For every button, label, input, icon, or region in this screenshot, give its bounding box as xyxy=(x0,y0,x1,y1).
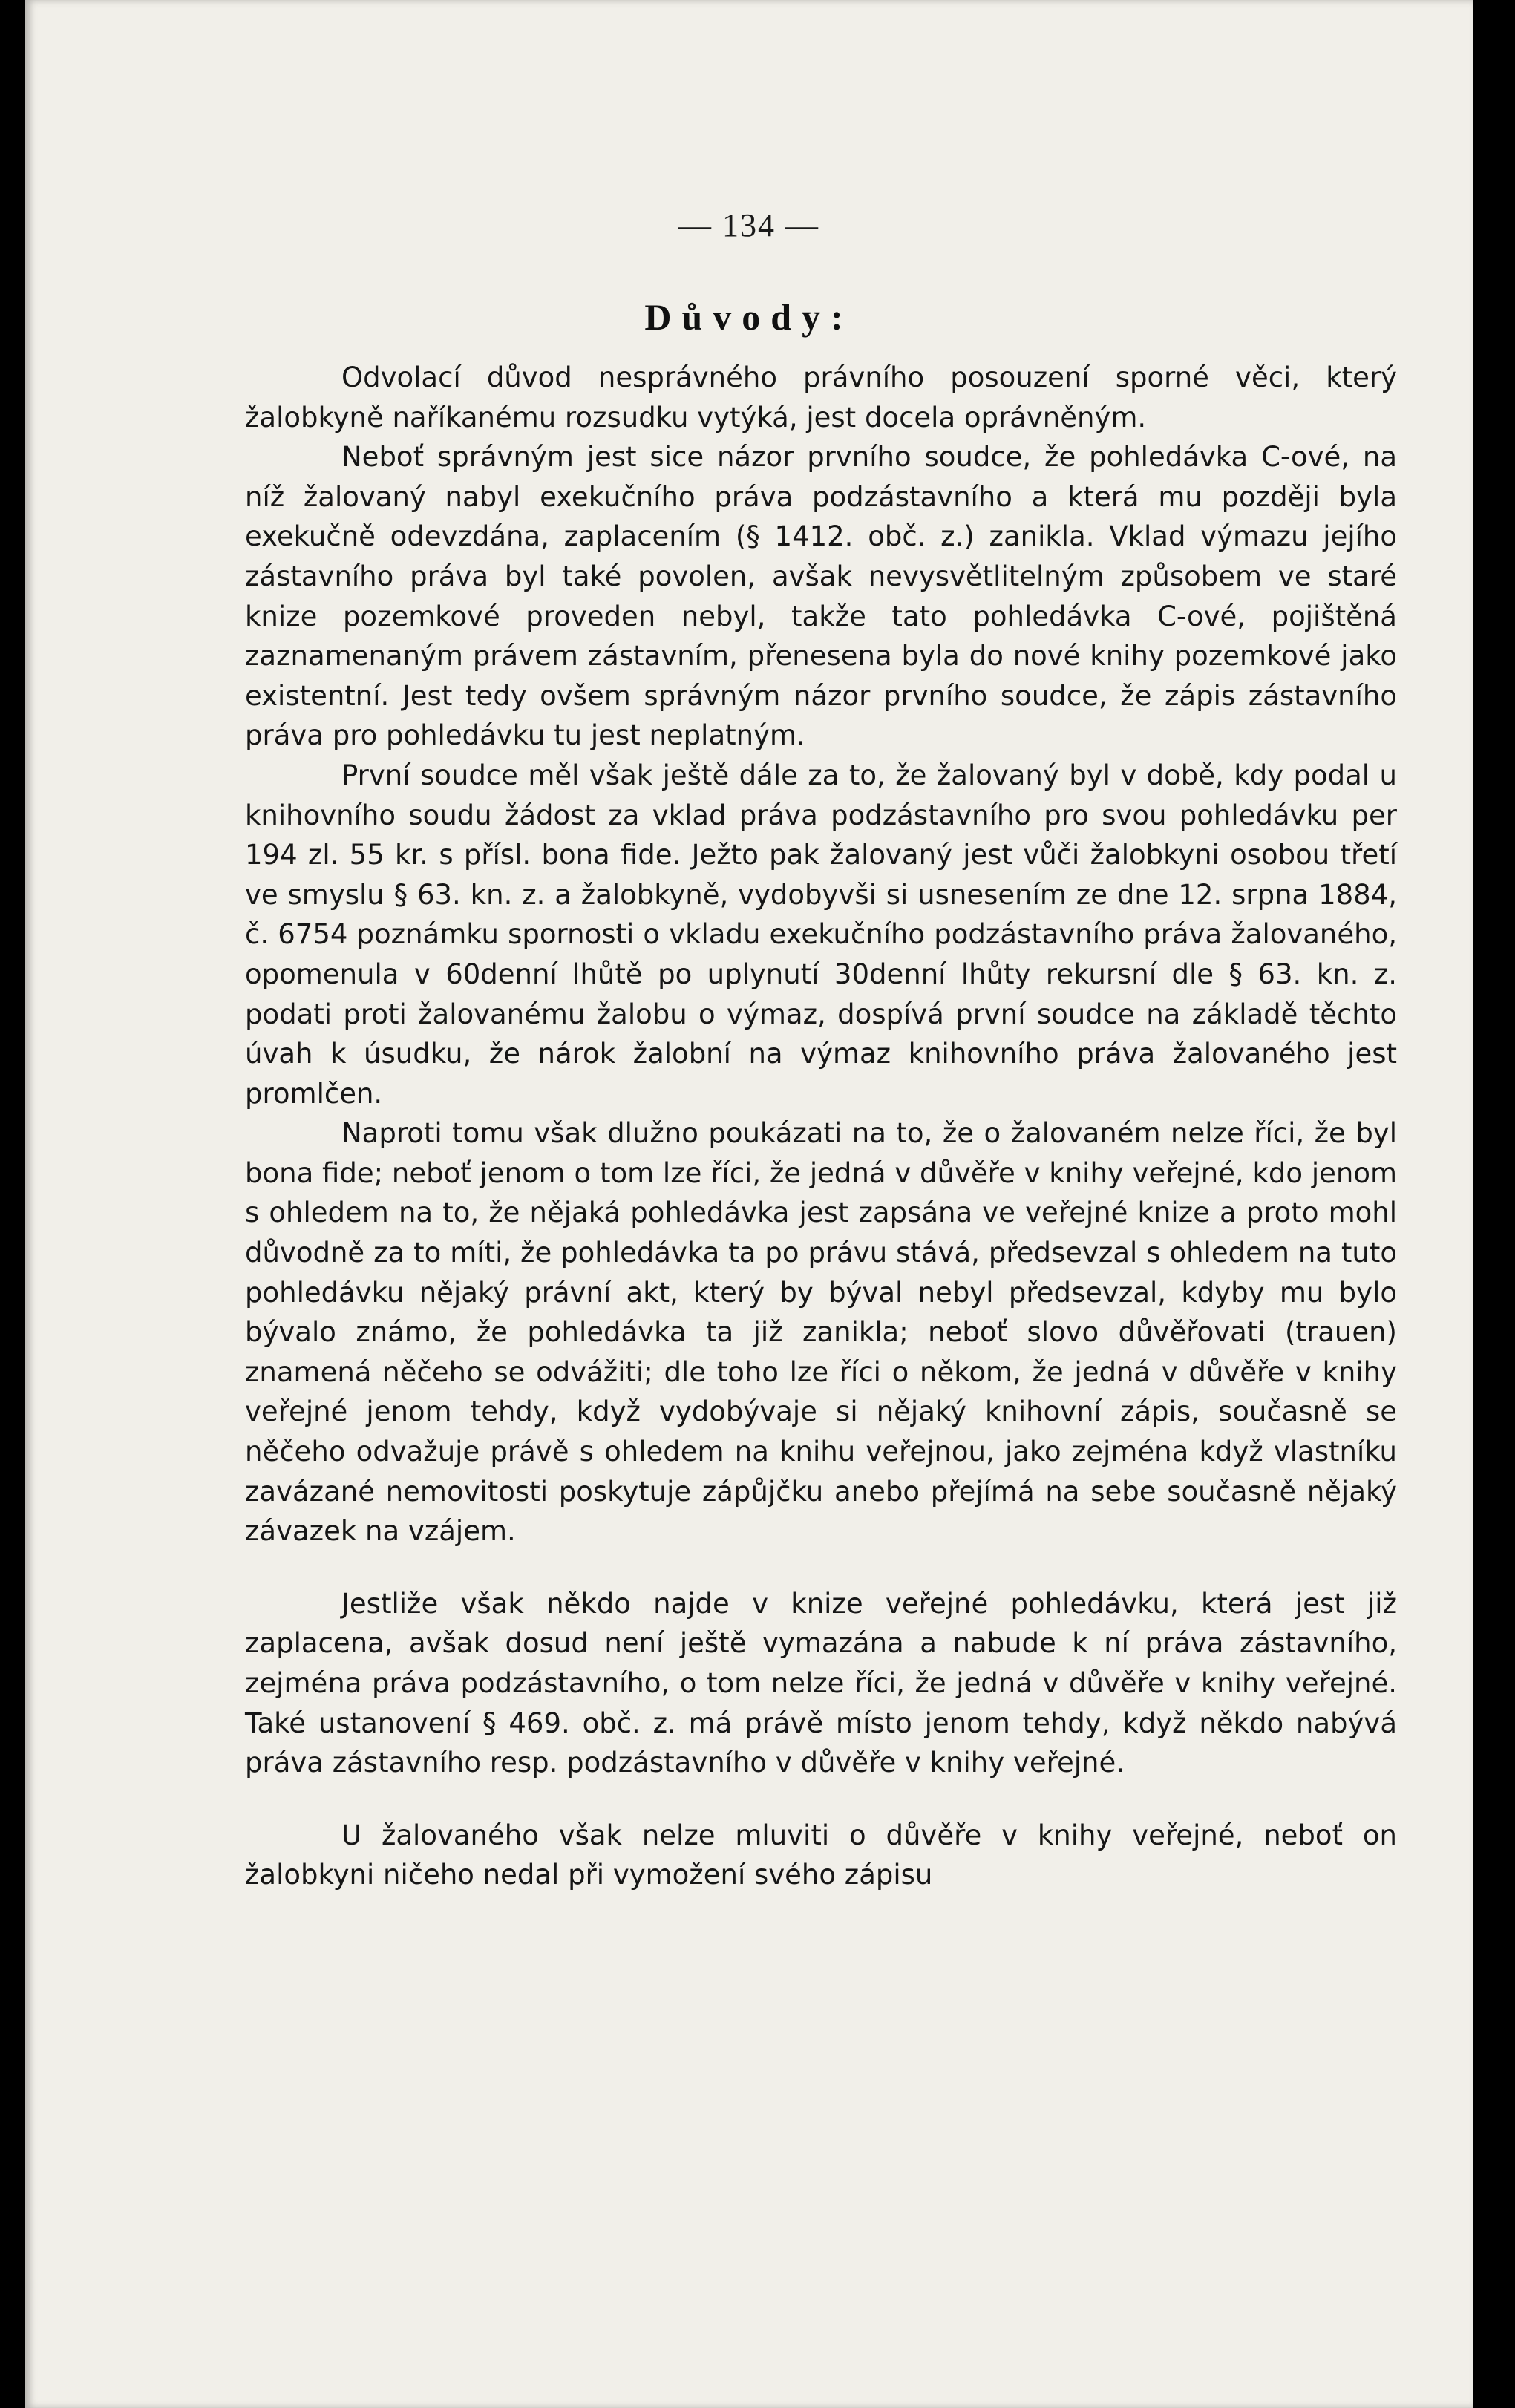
paragraph-5: Jestliže však někdo najde v knize veřejné pohledávku, která jest již zaplacena, avšak dosud není ještě vymazána a nabude k ní práva zástavního, zejména práva podzástavního, o tom nelze říci, že jedná v důvěře v knihy veřejné. Také ustanovení § 469. obč. z. má právě místo jenom tehdy, když někdo nabývá práva zástavního resp. podzástavního v důvěře v knihy veřejné. xyxy=(245,1587,1397,1779)
page-number: — 134 — xyxy=(678,207,819,243)
book-page xyxy=(25,0,1473,2408)
body-text xyxy=(245,358,1397,1895)
paragraph-4: Naproti tomu však dlužno poukázati na to, že o žalovaném nelze říci, že byl bona fide; neboť jenom o tom lze říci, že jedná v důvěře v knihy veřejné, kdo jenom s ohledem na to, že nějaká pohledávka jest zapsána ve veřejné knize a proto mohl důvodně za to míti, že pohledávka ta po právu stává, předsevzal s ohledem na tuto pohledávku nějaký právní akt, který by býval nebyl předsevzal, kdyby mu bylo bývalo známo, že pohledávka ta již zanikla; neboť slovo důvěřovati (trauen) znamená něčeho se odvážiti; dle toho lze říci o někom, že jedná v důvěře v knihy veřejné jenom tehdy, když vydobývaje si nějaký knihovní zápis, současně se něčeho odvažuje právě s ohledem na knihu veřejnou, jako zejména když vlastníku zavázané nemovitosti poskytuje zápůjčku anebo přejímá na sebe současně nějaký závazek na vzájem. xyxy=(245,1117,1397,1548)
paragraph-3: První soudce měl však ještě dále za to, že žalovaný byl v době, kdy podal u knihovního soudu žádost za vklad práva podzástavního pro svou pohledávku per 194 zl. 55 kr. s přísl. bona fide. Ježto pak žalovaný jest vůči žalobkyni osobou třetí ve smyslu § 63. kn. z. a žalobkyně, vydobyvši si usnesením ze dne 12. srpna 1884, č. 6754 poznámku spornosti o vkladu exekučního podzástavního práva žalovaného, opomenula v 60denní lhůtě po uplynutí 30denní lhůty rekursní dle § 63. kn. z. podati proti žalovanému žalobu o výmaz, dospívá první soudce na základě těchto úvah k úsudku, že nárok žalobní na výmaz knihovního práva žalovaného jest promlčen. xyxy=(245,759,1397,1110)
paragraph-2: Neboť správným jest sice názor prvního soudce, že pohledávka C-ové, na níž žalovaný nabyl exekučního práva podzástavního a která mu později byla exekučně odevzdána, zaplacením (§ 1412. obč. z.) zanikla. Vklad výmazu jejího zástavního práva byl také povolen, avšak nevysvětlitelným způsobem ve staré knize pozemkové proveden nebyl, takže tato pohledávka C-ové, pojištěná zaznamenaným právem zástavním, přenesena byla do nové knihy pozemkové jako existentní. Jest tedy ovšem správným názor prvního soudce, že zápis zástavního práva pro pohledávku tu jest neplatným. xyxy=(245,441,1397,752)
paragraph-1: Odvolací důvod nesprávného právního posouzení sporné věci, který žalobkyně naříkanému rozsudku vytýká, jest docela oprávněným. xyxy=(245,361,1397,433)
paragraph-6: U žalovaného však nelze mluviti o důvěře v knihy veřejné, neboť on žalobkyni ničeho nedal při vymožení svého zápisu xyxy=(245,1819,1397,1891)
section-heading: Důvody: xyxy=(644,296,854,338)
